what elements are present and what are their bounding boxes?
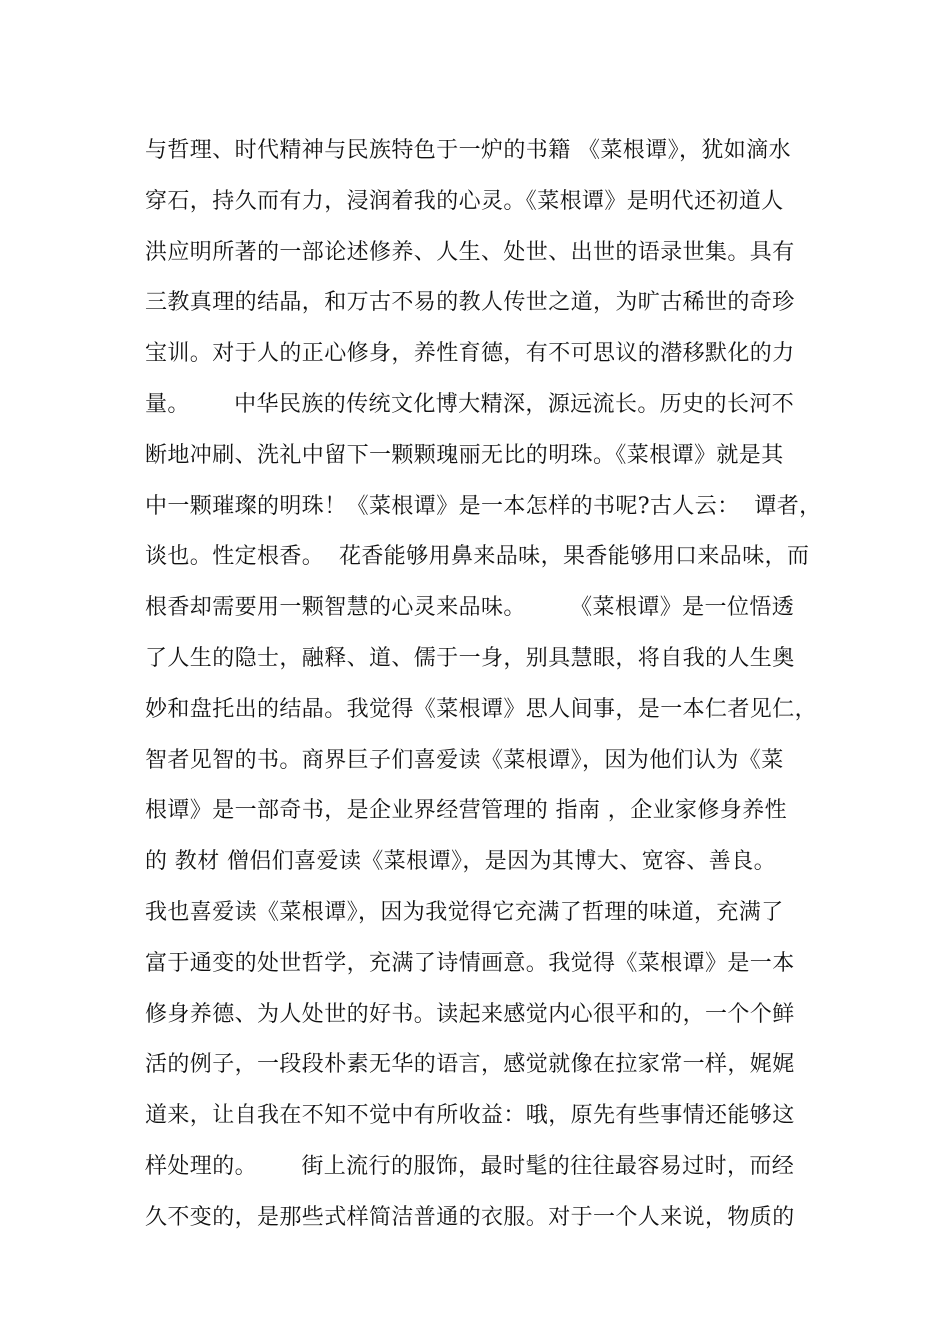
text-line: 了人生的隐士，融释、道、儒于一身，别具慧眼，将自我的人生奥: [145, 645, 795, 671]
text-line: 妙和盘托出的结晶。我觉得《菜根谭》思人间事，是一本仁者见仁，: [145, 696, 818, 722]
text-line: 根香却需要用一颗智慧的心灵来品味。 《菜根谭》是一位悟透: [145, 595, 795, 621]
text-line: 断地冲刷、洗礼中留下一颗颗瑰丽无比的明珠。《菜根谭》就是其: [145, 442, 784, 468]
text-line: 的 教材 僧侣们喜爱读《菜根谭》，是因为其博大、宽容、善良。: [145, 849, 776, 875]
text-line: 修身养德、为人处世的好书。读起来感觉内心很平和的，一个个鲜: [145, 1001, 795, 1027]
text-line: 宝训。对于人的正心修身，养性育德，有不可思议的潜移默化的力: [145, 341, 795, 367]
text-line: 与哲理、时代精神与民族特色于一炉的书籍 《菜根谭》，犹如滴水: [145, 138, 791, 163]
text-line: 我也喜爱读《菜根谭》，因为我觉得它充满了哲理的味道，充满了: [145, 899, 784, 925]
text-line: 智者见智的书。商界巨子们喜爱读《菜根谭》，因为他们认为《菜: [145, 747, 784, 773]
text-line: 根谭》是一部奇书，是企业界经营管理的 指南 ，企业家修身养性: [145, 798, 787, 824]
body-text: [145, 126, 825, 1244]
text-line: 谈也。性定根香。 花香能够用鼻来品味，果香能够用口来品味，而: [145, 544, 810, 570]
text-line: 富于通变的处世哲学，充满了诗情画意。我觉得《菜根谭》是一本: [145, 950, 795, 976]
text-line: 洪应明所著的一部论述修养、人生、处世、出世的语录世集。具有: [145, 239, 795, 265]
text-line: 久不变的，是那些式样简洁普通的衣服。对于一个人来说，物质的: [145, 1204, 795, 1230]
text-line: 穿石，持久而有力，浸润着我的心灵。《菜根谭》是明代还初道人: [145, 188, 784, 214]
text-line: 量。 中华民族的传统文化博大精深，源远流长。历史的长河不: [145, 391, 795, 417]
text-line: 道来，让自我在不知不觉中有所收益：哦，原先有些事情还能够这: [145, 1103, 795, 1129]
text-line: 活的例子，一段段朴素无华的语言，感觉就像在拉家常一样，娓娓: [145, 1052, 795, 1078]
text-line: 中一颗璀璨的明珠！《菜根谭》是一本怎样的书呢?古人云： 谭者，: [145, 493, 822, 519]
text-line: 样处理的。 街上流行的服饰，最时髦的往往最容易过时，而经: [145, 1153, 795, 1179]
text-line: 三教真理的结晶，和万古不易的教人传世之道，为旷古稀世的奇珍: [145, 290, 795, 316]
